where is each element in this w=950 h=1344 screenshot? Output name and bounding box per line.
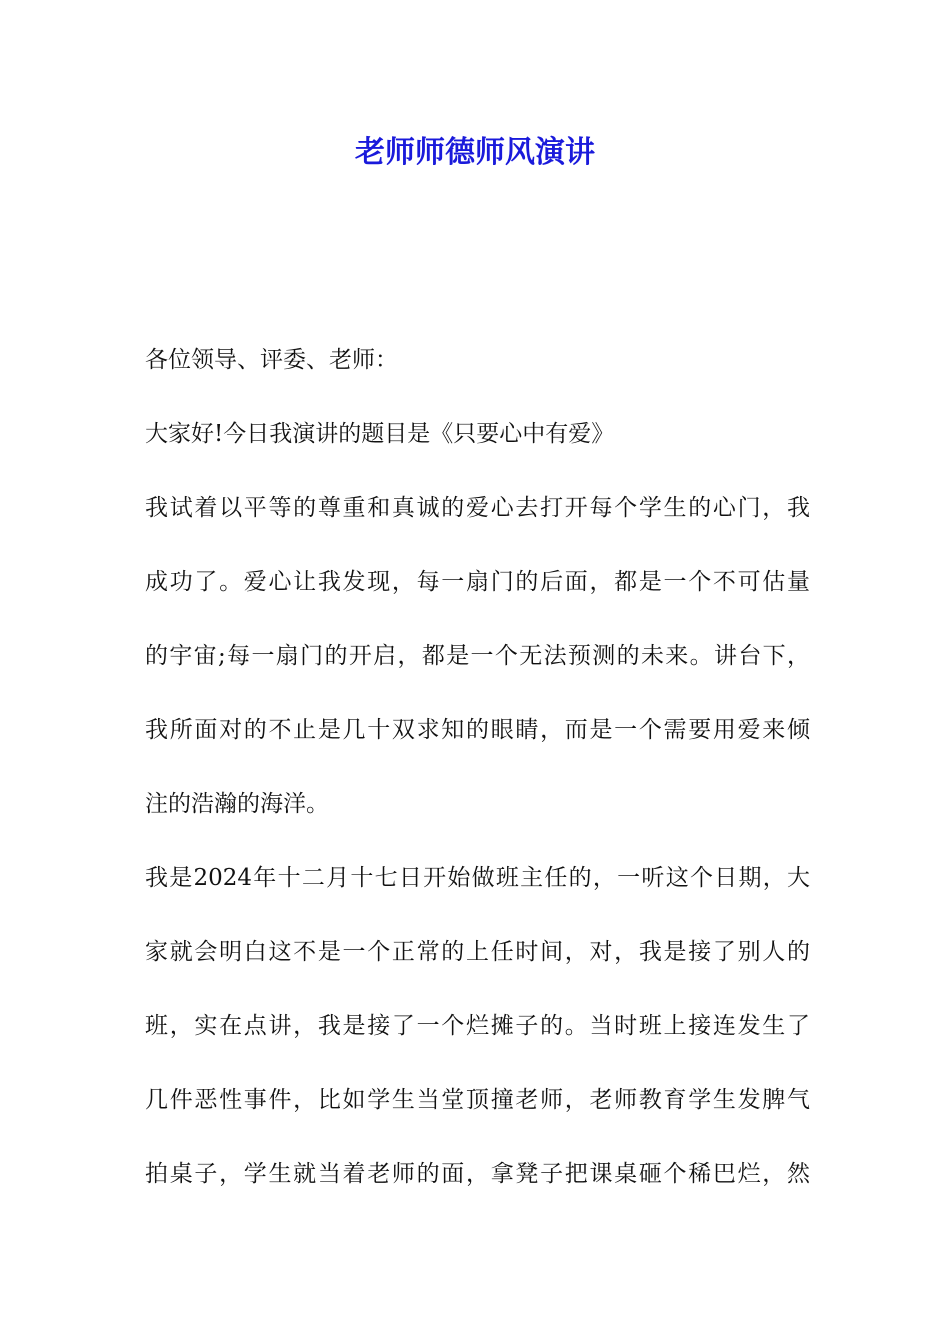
text-line: 我试着以平等的尊重和真诚的爱心去打开每个学生的心门，我 bbox=[145, 495, 810, 521]
text-line: 家就会明白这不是一个正常的上任时间，对，我是接了别人的 bbox=[145, 939, 810, 965]
document-body bbox=[145, 338, 810, 1226]
text-line: 我是2024年十二月十七日开始做班主任的，一听这个日期，大 bbox=[145, 865, 810, 891]
text-line: 的宇宙;每一扇门的开启，都是一个无法预测的未来。讲台下， bbox=[145, 643, 810, 669]
text-line: 成功了。爱心让我发现，每一扇门的后面，都是一个不可估量 bbox=[145, 569, 810, 595]
text-line: 几件恶性事件，比如学生当堂顶撞老师，老师教育学生发脾气 bbox=[145, 1087, 810, 1113]
text-line: 班，实在点讲，我是接了一个烂摊子的。当时班上接连发生了 bbox=[145, 1013, 810, 1039]
text-line: 注的浩瀚的海洋。 bbox=[145, 791, 329, 817]
text-line: 大家好!今日我演讲的题目是《只要心中有爱》 bbox=[145, 421, 615, 447]
document-title: 老师师德师风演讲 bbox=[355, 135, 595, 170]
text-line: 我所面对的不止是几十双求知的眼睛，而是一个需要用爱来倾 bbox=[145, 717, 810, 743]
text-line: 拍桌子，学生就当着老师的面，拿凳子把课桌砸个稀巴烂，然 bbox=[145, 1161, 810, 1187]
text-line: 各位领导、评委、老师： bbox=[145, 347, 398, 373]
